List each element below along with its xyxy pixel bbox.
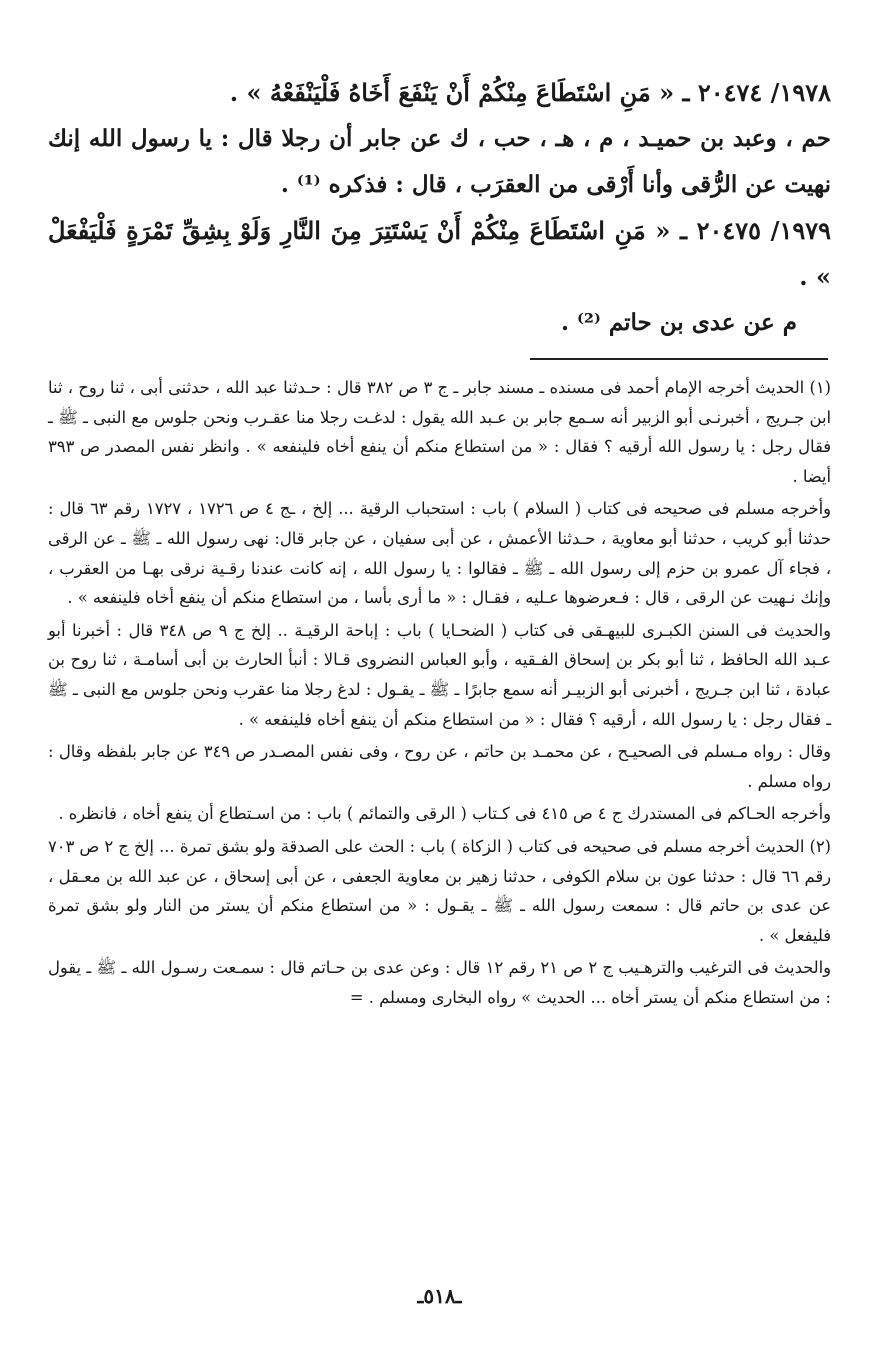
- page-number: ـ٥١٨ـ: [417, 1284, 462, 1308]
- main-text: [48, 70, 831, 346]
- hadith-source: حم ، وعبد بن حميـد ، م ، هـ ، حب ، ك عن جابر أن رجلا قال : يا رسول الله إنك نهيت عن الرُّقى وأنا أَرْقى من العقرَب ، قال : فذكره ⁽¹⁾ .: [48, 125, 831, 198]
- footnote-separator: [530, 358, 828, 360]
- footnote-paragraph: (١) الحديث أخرجه الإمام أحمد فى مسنده ـ مسند جابر ـ ج ٣ ص ٣٨٢ قال : حـدثنا عبد الله ، حدثنى أبى ، ثنا روح ، ثنا ابن جـريج ، أخبرنـى أبو الزبير أنه سـمع جابر بن عـبد الله يقول : لدغـت رجلا منا عقـرب ونحن جلوس مع النبى ـ ﷺ ـ فقال رجل : يا رسول الله أرقيه ؟ فقال : « من استطاع منكم أن ينفع أخاه فلينفعه » . وانظر نفس المصدر ص ٣٩٣ أيضا .: [48, 378, 831, 486]
- footnote-paragraph: وأخرجه مسلم فى صحيحه فى كتاب ( السلام ) باب : استحباب الرقية ... إلخ ، ـج ٤ ص ١٧٢٦ ، ١٧٢٧ رقم ٦٣ قال : حدثنا أبو كريب ، حدثنا أبو معاوية ، حـدثنا الأعمش ، عن أبى سفيان ، عن جابر قال: نهى رسول الله ـ ﷺ ـ عن الرقى ، فجاء آل عمرو بن حزم إلى رسول الله ـ ﷺ ـ فقالوا : يا رسول الله ، إنه كانت عندنا رقـية نرقى بهـا من العقرب ، وإنك نـهيت عن الرقى ، قال : فـعرضوها عـليه ، فقـال : « ما أرى بأسا ، من استطاع منكم أن ينفع أخاه فلينفعه » .: [48, 499, 832, 608]
- hadith-source: م عن عدى بن حاتم ⁽²⁾ .: [561, 309, 797, 336]
- hadith-number: ١٩٧٨/ ٢٠٤٧٤ ـ: [682, 78, 831, 107]
- hadith-entry-1979: [48, 208, 831, 300]
- footnote-paragraph: (٢) الحديث أخرجه مسلم فى صحيحه فى كتاب ( الزكاة ) باب : الحث على الصدقة ولو بشق تمرة ... إلخ ج ٢ ص ٧٠٣ رقم ٦٦ قال : حدثنا عون بن سلام الكوفى ، حدثنا زهير بن معاوية الجعفى ، عن أبى إسحاق ، عن عبد الله بن معـقل ، عن عدى بن حاتم قال : سمعت رسول الله ـ ﷺ ـ يقـول : « من استطاع منكم أن يستر من النار ولو بشق تمرة فليفعل » .: [48, 836, 832, 945]
- hadith-text: « مَنِ اسْتَطَاعَ مِنْكُمْ أَنْ يَسْتَتِرَ مِنَ النَّارِ وَلَوْ بِشِقِّ تَمْرَةٍ فَلْيَفْعَلْ » .: [48, 216, 831, 291]
- footnotes: [48, 373, 831, 1015]
- hadith-entry-1978: [48, 70, 831, 116]
- hadith-number: ١٩٧٩/ ٢٠٤٧٥ ـ: [679, 216, 831, 245]
- footnote-paragraph: والحديث فى الترغيب والترهـيب ج ٢ ص ٢١ رقم ١٢ قال : وعن عدى بن حـاتم قال : سمـعت رسـول الله ـ ﷺ ـ يقول : من استطاع منكم أن يستر أخاه ... الحديث » رواه البخارى ومسلم . =: [48, 958, 831, 1007]
- footnote-paragraph: وأخرجه الحـاكم فى المستدرك ج ٤ ص ٤١٥ فى كـتاب ( الرقى والتمائم ) باب : من اسـتطاع أن ينفع أخاه ، فانظره .: [58, 804, 831, 824]
- hadith-text: « مَنِ اسْتَطَاعَ مِنْكُمْ أَنْ يَنْفَعَ أَخَاهُ فَلْيَنْفَعْهُ » .: [229, 78, 675, 107]
- footnote-paragraph: والحديث فى السنن الكبـرى للبيهـقى فى كتاب ( الضحـايا ) باب : إباحة الرقيـة .. إلخ ج ٩ ص ٣٤٨ قال : أخبرنا أبو عـبد الله الحافظ ، ثنا أبو بكر بن إسحاق الفـقيه ، وأبو العباس النضروى قـالا : أنبأ الحارث بن أبى أسامـة ، ثنا روح بن عبادة ، ثنا ابن جـريج ، أخبرنى أبو الزبيـر أنه سمع جابرًا ـ ﷺ ـ يقـول : لدغ رجلا منا عقرب ونحن جلوس مع النبى ـ ﷺ ـ فقال رجل : يا رسول الله ، أرقيه ؟ فقال : « من استطاع منكم أن ينفع أخاه فلينفعه » .: [48, 620, 832, 729]
- footnote-paragraph: وقال : رواه مـسلم فى الصحيـح ، عن محمـد بن حاتم ، عن روح ، وفى نفس المصـدر ص ٣٤٩ عن جابر بلفظه وقال : رواه مسلم .: [48, 742, 831, 791]
